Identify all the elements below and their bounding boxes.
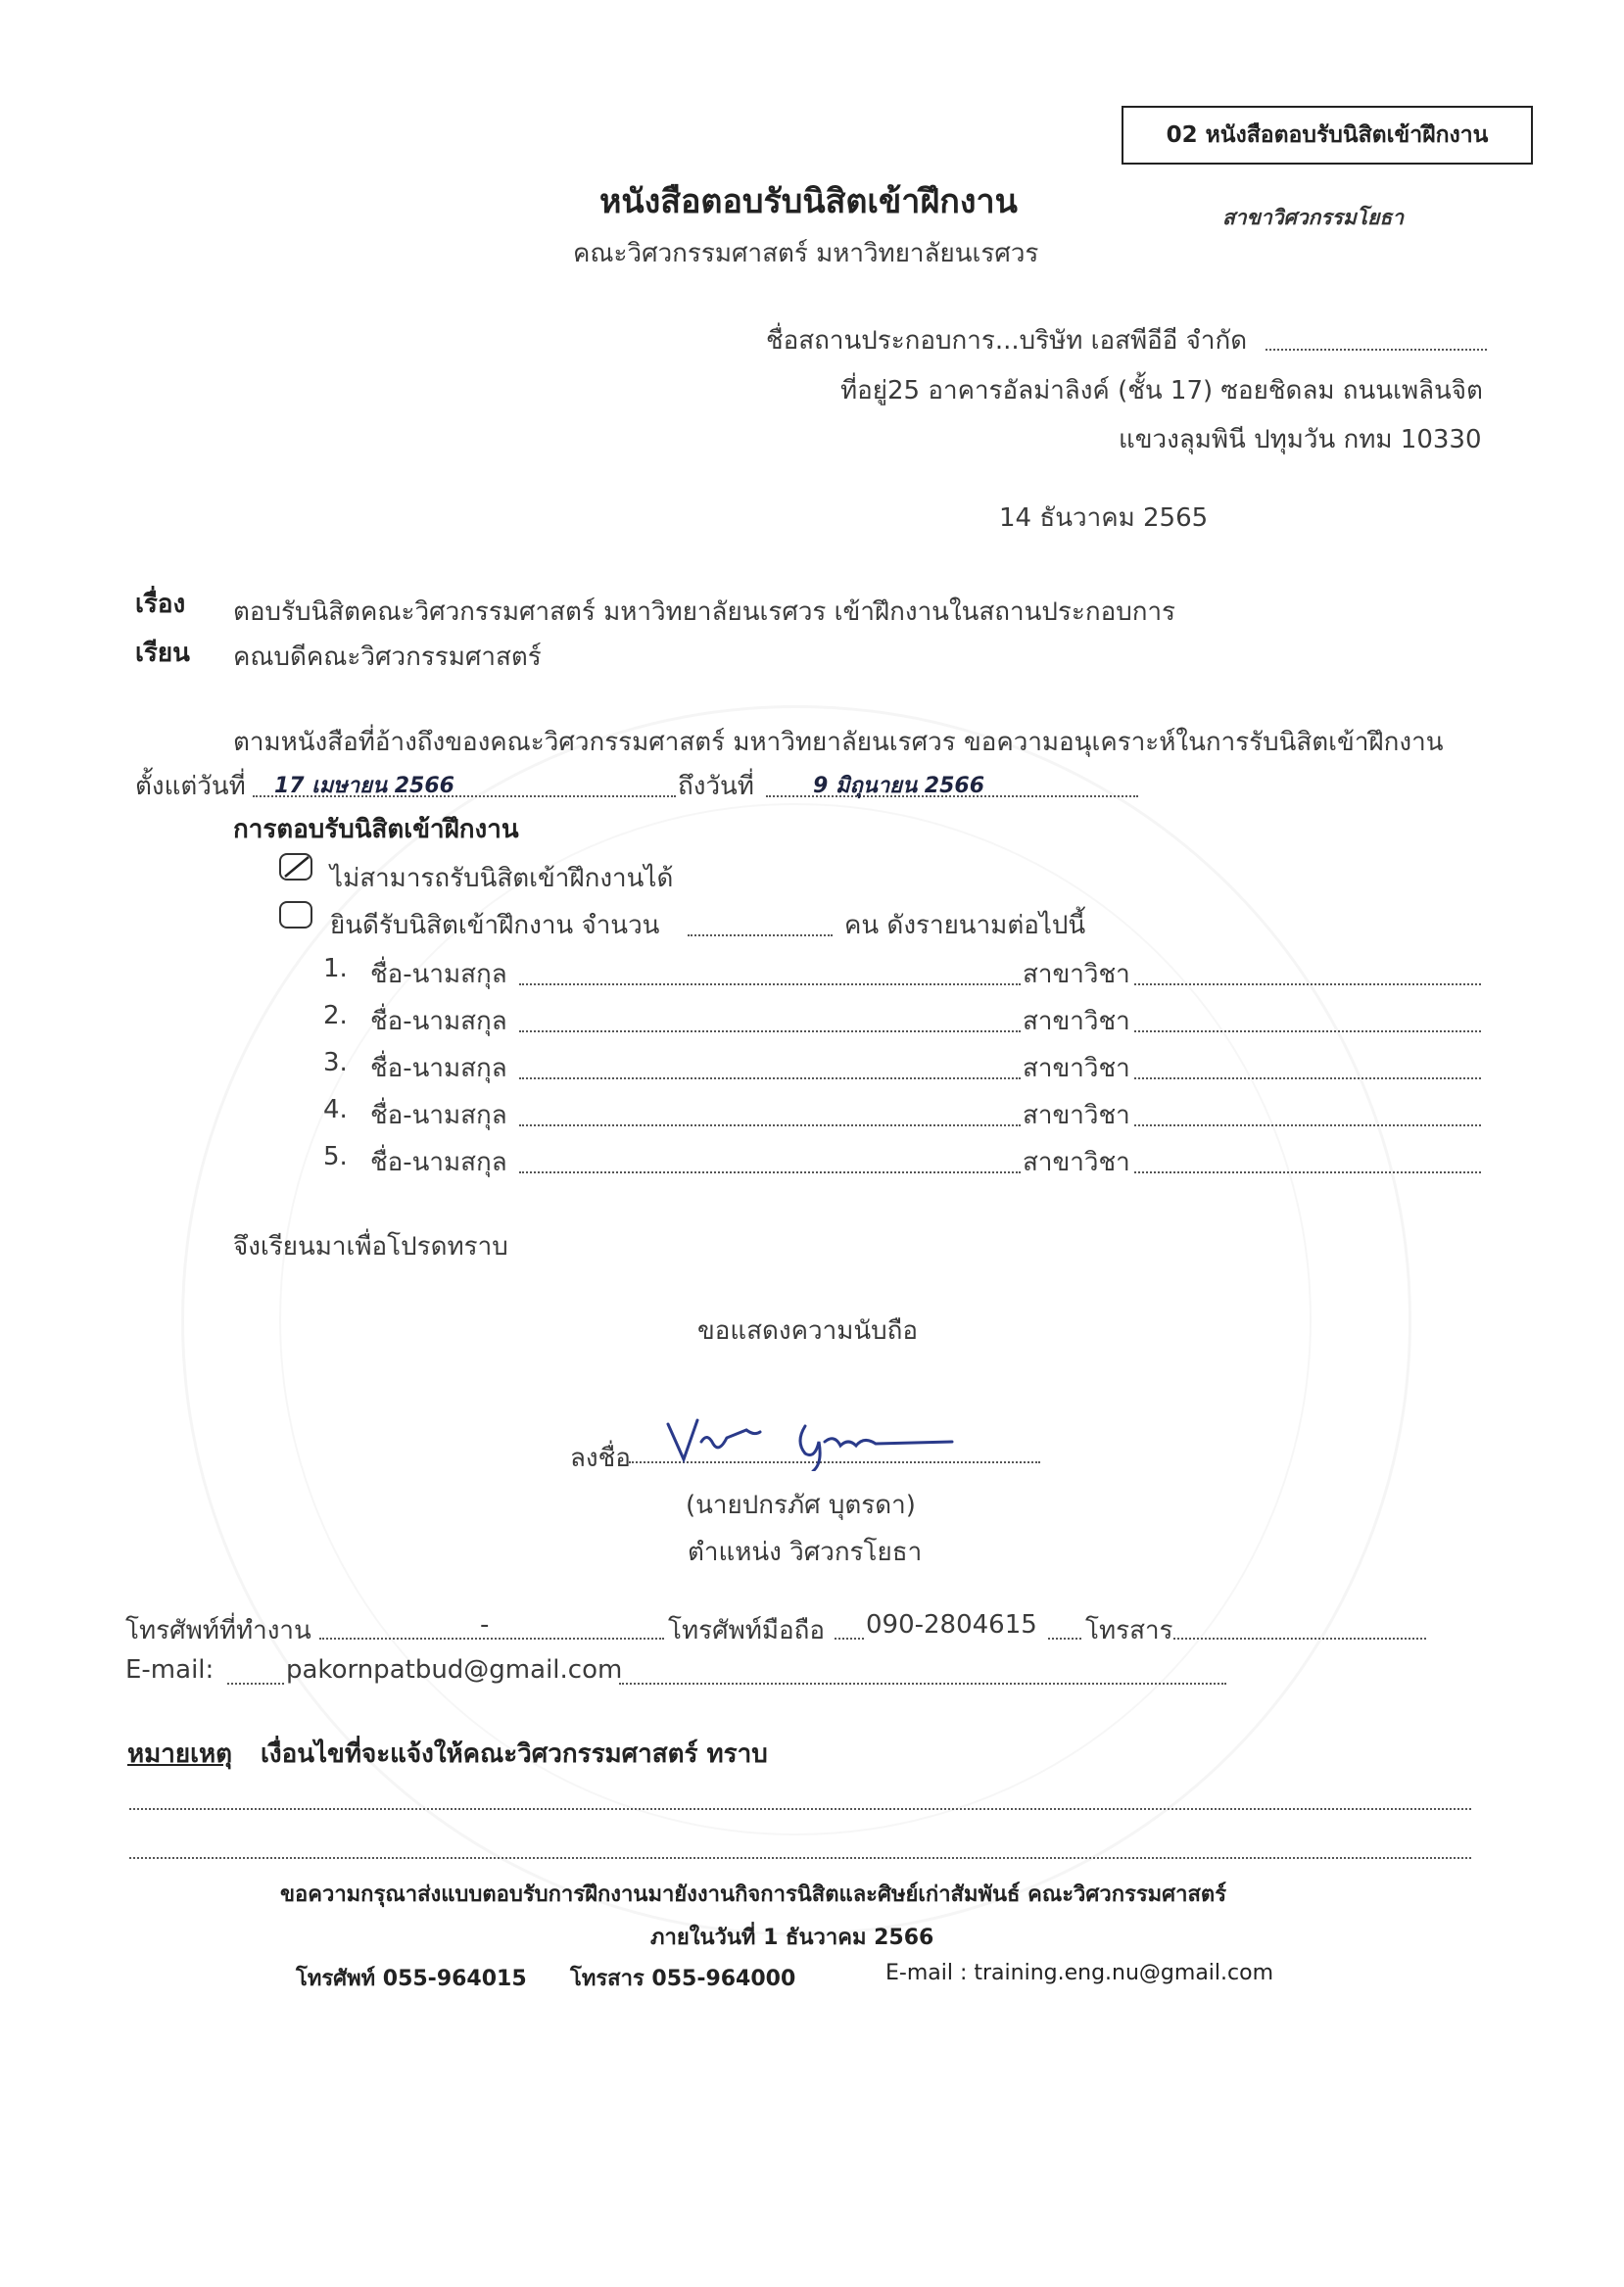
option-reject-checkbox[interactable] [279, 853, 312, 881]
period-to-label: ถึงวันที่ [678, 772, 754, 801]
to-label: เรียน [135, 639, 190, 668]
student-row-name-dots [519, 1030, 1021, 1032]
student-row-name-label: ชื่อ-นามสกุล [370, 960, 507, 989]
office-phone-dots [319, 1638, 664, 1640]
footer-line2: ภายในวันที่ 1 ธันวาคม 2566 [650, 1926, 934, 1950]
student-row-num: 5. [323, 1142, 348, 1171]
subject-text: ตอบรับนิสิตคณะวิศวกรรมศาสตร์ มหาวิทยาลัยนเรศวร เข้าฝึกงานในสถานประกอบการ [233, 597, 1176, 627]
student-row-major-label: สาขาวิชา [1023, 1054, 1130, 1083]
footer-email: E-mail : training.eng.nu@gmail.com [885, 1961, 1273, 1985]
check-slash-icon [281, 855, 310, 879]
company-name-dots [1266, 349, 1487, 351]
remark-label: หมายเหตุ [127, 1739, 233, 1769]
period-to-value: 9 มิถุนายน 2566 [813, 774, 985, 798]
footer-fax: โทรสาร 055-964000 [570, 1967, 796, 1991]
remark-line-2 [129, 1857, 1471, 1859]
option-accept-checkbox[interactable] [279, 901, 312, 929]
document-subtitle: คณะวิศวกรรมศาสตร์ มหาวิทยาลัยนเรศวร [573, 239, 1039, 268]
closing-text: จึงเรียนมาเพื่อโปรดทราบ [233, 1232, 508, 1262]
student-row-name-label: ชื่อ-นามสกุล [370, 1148, 507, 1177]
remark-line-1 [129, 1808, 1471, 1810]
student-row-name-dots [519, 1077, 1021, 1079]
department-note: สาขาวิศวกรรมโยธา [1222, 206, 1404, 229]
option-reject-label: ไม่สามารถรับนิสิตเข้าฝึกงานได้ [330, 864, 674, 893]
fax-label: โทรสาร [1085, 1616, 1173, 1645]
student-row-major-label: สาขาวิชา [1023, 1007, 1130, 1036]
email-dots [619, 1683, 1226, 1685]
student-row-major-dots [1134, 983, 1481, 985]
remark-text: เงื่อนไขที่จะแจ้งให้คณะวิศวกรรมศาสตร์ ทราบ [261, 1739, 768, 1769]
email-label: E-mail: [125, 1655, 215, 1685]
regards-text: ขอแสดงความนับถือ [697, 1316, 918, 1346]
company-name-value: บริษัท เอสพีอีอี จำกัด [1019, 326, 1248, 356]
form-code-box: 02 หนังสือตอบรับนิสิตเข้าฝึกงาน [1122, 106, 1533, 165]
student-row-name-label: ชื่อ-นามสกุล [370, 1054, 507, 1083]
signatory-position: ตำแหน่ง วิศวกรโยธา [688, 1538, 923, 1567]
period-from-label: ตั้งแต่วันที่ [135, 772, 246, 801]
mobile-value: 090-2804615 [866, 1610, 1037, 1640]
period-from-value: 17 เมษายน 2566 [274, 774, 454, 798]
student-row-num: 3. [323, 1048, 348, 1077]
handwritten-signature [658, 1403, 962, 1471]
footer-phone: โทรศัพท์ 055-964015 [296, 1967, 527, 1991]
student-row-name-dots [519, 1124, 1021, 1126]
student-row-major-dots [1134, 1077, 1481, 1079]
student-row-major-dots [1134, 1171, 1481, 1173]
mobile-dots [835, 1638, 864, 1640]
signature-label: ลงชื่อ [570, 1444, 631, 1473]
company-address-row [840, 370, 1483, 410]
mobile-label: โทรศัพท์มือถือ [668, 1616, 825, 1645]
student-row-name-dots [519, 983, 1021, 985]
student-row-name-dots [519, 1171, 1021, 1173]
response-heading: การตอบรับนิสิตเข้าฝึกงาน [233, 815, 519, 844]
company-name-row [766, 320, 1247, 360]
email-value: pakornpatbud@gmail.com [286, 1655, 623, 1685]
student-row-num: 2. [323, 1001, 348, 1030]
office-phone-value: - [480, 1610, 490, 1640]
company-address-line1: 25 อาคารอัลม่าลิงค์ (ชั้น 17) ซอยชิดลม ถนนเพลินจิต [887, 376, 1483, 405]
footer-line1: ขอความกรุณาส่งแบบตอบรับการฝึกงานมายังงานกิจการนิสิตและศิษย์เก่าสัมพันธ์ คณะวิศวกรรมศาสตร์ [280, 1882, 1227, 1907]
body-line1: ตามหนังสือที่อ้างถึงของคณะวิศวกรรมศาสตร์ มหาวิทยาลัยนเรศวร ขอความอนุเคราะห์ในการรับนิสิตเข้าฝึกงาน [233, 728, 1444, 757]
student-row-name-label: ชื่อ-นามสกุล [370, 1007, 507, 1036]
signatory-name: (นายปกรภัศ บุตรดา) [686, 1491, 916, 1520]
student-row-major-label: สาขาวิชา [1023, 1101, 1130, 1130]
company-address-line2: แขวงลุมพินี ปทุมวัน กทม 10330 [1119, 425, 1482, 454]
option-accept-label: ยินดีรับนิสิตเข้าฝึกงาน จำนวน [330, 911, 660, 940]
to-text: คณบดีคณะวิศวกรรมศาสตร์ [233, 643, 542, 672]
student-row-num: 1. [323, 954, 348, 983]
company-name-label: ชื่อสถานประกอบการ... [766, 326, 1020, 356]
student-row-name-label: ชื่อ-นามสกุล [370, 1101, 507, 1130]
student-row-major-label: สาขาวิชา [1023, 960, 1130, 989]
document-title: หนังสือตอบรับนิสิตเข้าฝึกงาน [599, 182, 1018, 221]
email-lead-dots [227, 1683, 284, 1685]
fax-dots [1173, 1638, 1426, 1640]
student-row-major-dots [1134, 1124, 1481, 1126]
company-address-label: ที่อยู่ [840, 376, 887, 405]
student-row-major-label: สาขาวิชา [1023, 1148, 1130, 1177]
option-accept-suffix: คน ดังรายนามต่อไปนี้ [844, 911, 1086, 940]
subject-label: เรื่อง [135, 590, 186, 619]
student-row-num: 4. [323, 1095, 348, 1124]
fax-lead-dots [1048, 1638, 1081, 1640]
student-row-major-dots [1134, 1030, 1481, 1032]
option-accept-count-dots [688, 934, 833, 936]
letter-date: 14 ธันวาคม 2565 [999, 503, 1209, 533]
office-phone-label: โทรศัพท์ที่ทำงาน [125, 1616, 311, 1645]
